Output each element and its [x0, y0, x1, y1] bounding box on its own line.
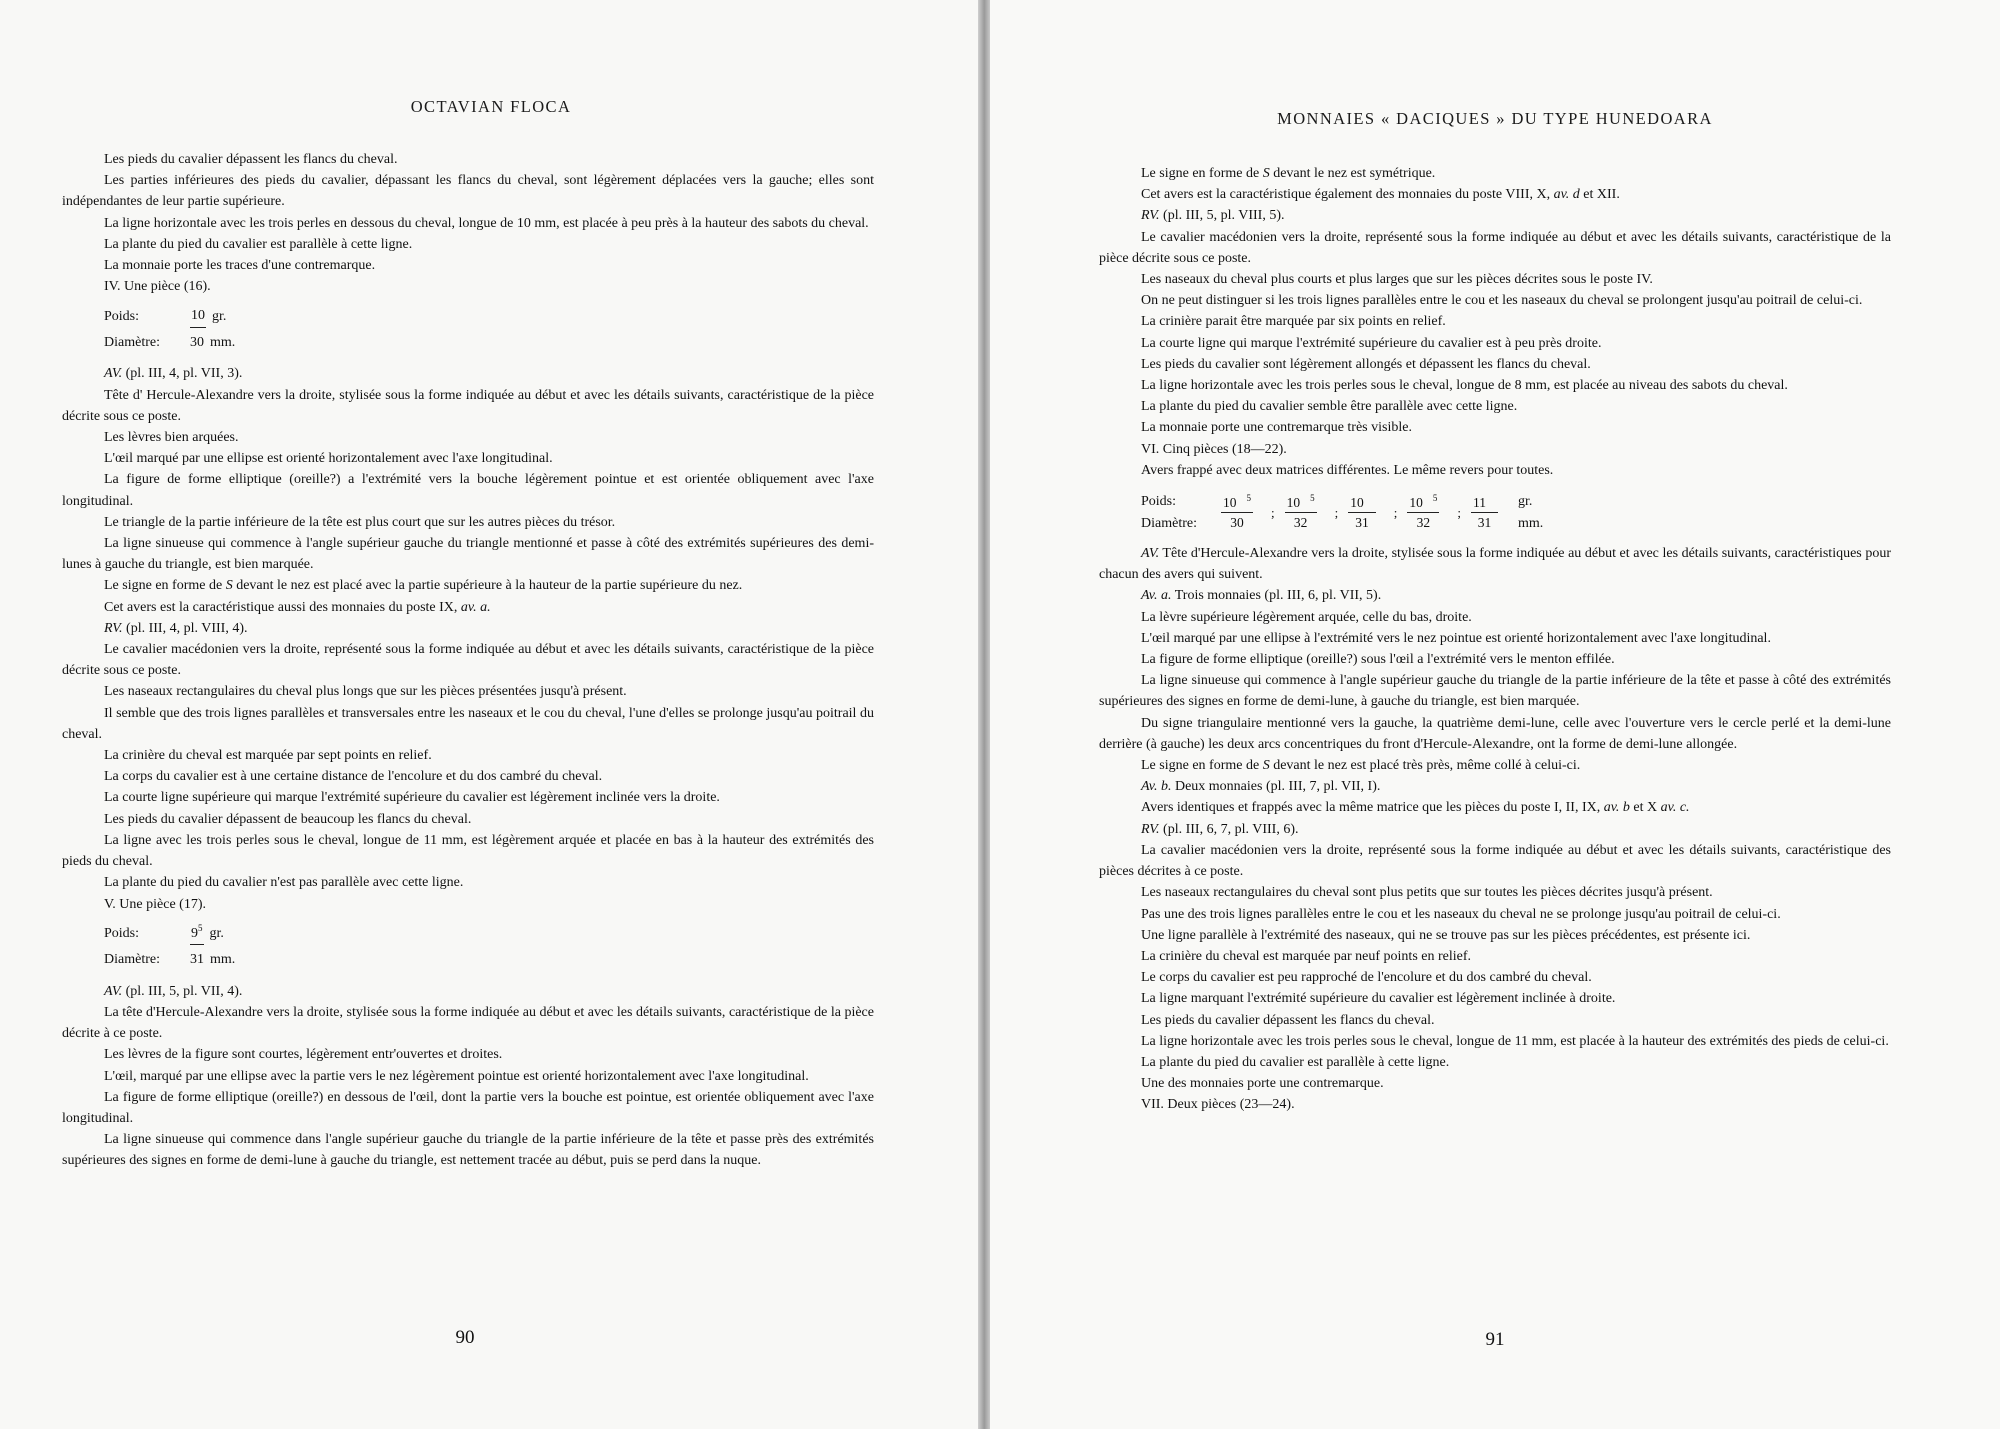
paragraph: Pas une des trois lignes parallèles entre le cou et les naseaux du cheval ne se prolonge jusqu'au poitrail de celui-ci.	[1141, 906, 1781, 922]
diameter-value: 30	[190, 334, 204, 350]
weight-unit: gr.	[212, 308, 227, 324]
weight-value: 10	[190, 305, 206, 327]
text-run: et X	[1629, 800, 1661, 816]
text-run-italic: av. c.	[1660, 800, 1690, 816]
measurements-v	[104, 921, 874, 973]
paragraph: Une ligne parallèle à l'extrémité des naseaux, qui ne se trouve pas sur les pièces précédentes, est présente ici.	[1141, 927, 1751, 943]
paragraph	[62, 575, 874, 596]
text-run-italic: av. a.	[460, 599, 491, 615]
separator: ;	[1457, 505, 1461, 521]
fraction-weight: 10	[1223, 495, 1237, 511]
weight-unit: gr.	[209, 926, 224, 942]
measurement-fraction	[1407, 495, 1449, 531]
av-label: AV.	[1141, 546, 1160, 562]
av-reference: (pl. III, 5, pl. VII, 4).	[122, 983, 243, 999]
av-a-label: Av. a.	[1141, 588, 1172, 604]
paragraph-av-heading	[62, 363, 874, 384]
av-label: AV.	[104, 366, 123, 382]
text-run-italic: S	[1262, 166, 1270, 181]
paragraph	[1099, 184, 1891, 205]
text-run-italic: S	[1262, 758, 1270, 774]
rv-label: RV.	[1141, 821, 1160, 837]
paragraph-rv-heading	[1099, 819, 1891, 840]
weight-label: Poids:	[104, 926, 140, 942]
weight-label: Poids:	[1141, 494, 1177, 510]
fraction-diameter: 30	[1230, 515, 1244, 531]
text-run: et XII.	[1579, 187, 1620, 203]
rv-reference: (pl. III, 4, pl. VIII, 4).	[122, 620, 248, 636]
paragraph: La ligne sinueuse qui commence dans l'angle supérieur gauche du triangle de la partie inférieure de la tête et passe près des extrémités supérieures des signes en forme de demi-lune à gauche du triangle, est nettement tracée au début, puis se perd dans la nuque.	[62, 1132, 874, 1169]
weight-label: Poids:	[104, 308, 140, 324]
fraction-diameter: 31	[1355, 515, 1369, 531]
paragraph: La figure de forme elliptique (oreille?) a l'extrémité vers la bouche légèrement pointue et est orientée obliquement avec l'axe longitudinal.	[62, 472, 874, 509]
text-run: Avers identiques et frappés avec la même matrice que les pièces du poste I, II, IX,	[1141, 800, 1604, 816]
rv-reference: (pl. III, 5, pl. VIII, 5).	[1159, 208, 1285, 224]
measurement-fraction	[1285, 495, 1327, 531]
weight-superscript: 5	[198, 922, 203, 933]
diameter-label: Diamètre:	[104, 334, 160, 350]
diameter-unit: mm.	[210, 952, 236, 968]
weight-value	[190, 923, 204, 945]
left-page	[0, 0, 982, 1429]
av-b-label: Av. b.	[1141, 779, 1172, 795]
paragraph: Les lèvres de la figure sont courtes, légèrement entr'ouvertes et droites.	[104, 1047, 503, 1063]
av-b-text: Deux monnaies (pl. III, 7, pl. VII, I).	[1171, 779, 1381, 795]
paragraph: La courte ligne qui marque l'extrémité supérieure du cavalier est à peu près droite.	[1141, 335, 1602, 351]
paragraph: La lèvre supérieure légèrement arquée, celle du bas, droite.	[1141, 609, 1472, 625]
paragraph: L'œil, marqué par une ellipse avec la partie vers le nez légèrement pointue est orienté horizontalement avec l'axe longitudinal.	[104, 1068, 809, 1084]
paragraph: IV. Une pièce (16).	[104, 279, 211, 295]
text-run: devant le nez est placé très près, même collé à celui-ci.	[1269, 758, 1581, 774]
left-body-text	[62, 149, 874, 1172]
rv-label: RV.	[1141, 208, 1160, 224]
paragraph: Une des monnaies porte une contremarque.	[1141, 1076, 1384, 1092]
paragraph-av-heading	[62, 981, 874, 1002]
paragraph	[1099, 797, 1891, 818]
paragraph: La monnaie porte les traces d'une contremarque.	[104, 258, 376, 274]
paragraph: Les lèvres bien arquées.	[104, 430, 239, 446]
paragraph: Les naseaux rectangulaires du cheval sont plus petits que sur toutes les pièces décrites jusqu'à présent.	[1141, 885, 1713, 901]
paragraph: La figure de forme elliptique (oreille?) sous l'œil a l'extrémité vers le menton effilée.	[1141, 652, 1615, 668]
paragraph: La crinière du cheval est marquée par sept points en relief.	[104, 748, 432, 764]
fraction-superscript: 5	[1246, 493, 1251, 504]
fraction-weight: 10	[1286, 495, 1301, 511]
fraction-diameter: 32	[1293, 515, 1308, 531]
paragraph: Le cavalier macédonien vers la droite, représenté sous la forme indiquée au début et avec les détails suivants, caractéristique de la pièce décrite sous ce poste.	[1099, 229, 1891, 266]
running-head-left: OCTAVIAN FLOCA	[410, 97, 572, 116]
weight-unit: gr.	[1518, 494, 1533, 510]
paragraph: Il semble que des trois lignes parallèles et transversales entre les naseaux et le cou du cheval, l'une d'elles se prolonge jusqu'au poitrail du cheval.	[62, 705, 874, 742]
paragraph: La crinière parait être marquée par six points en relief.	[1141, 314, 1446, 330]
measurement-fraction	[1348, 495, 1386, 531]
paragraph: La plante du pied du cavalier n'est pas parallèle avec cette ligne.	[104, 875, 464, 891]
paragraph: Les naseaux rectangulaires du cheval plus longs que sur les pièces présentées jusqu'à présent.	[104, 684, 627, 700]
separator: ;	[1271, 505, 1275, 521]
paragraph: La ligne avec les trois perles sous le cheval, longue de 11 mm, est légèrement arquée et placée en bas à la hauteur des extrémités des pieds du cheval.	[62, 832, 874, 870]
paragraph-av-heading	[1099, 543, 1891, 585]
paragraph	[62, 597, 874, 618]
paragraph: Les pieds du cavalier sont légèrement allongés et dépassent les flancs du cheval.	[1141, 356, 1591, 372]
paragraph: Les pieds du cavalier dépassent les flancs du cheval.	[1141, 1012, 1435, 1028]
paragraph: La courte ligne supérieure qui marque l'extrémité supérieure du cavalier est légèrement inclinée vers la droite.	[104, 790, 720, 806]
av-reference: (pl. III, 4, pl. VII, 3).	[122, 366, 243, 382]
paragraph: VI. Cinq pièces (18—22).	[1141, 441, 1287, 457]
text-run: Le signe en forme de	[1141, 166, 1263, 181]
paragraph: La ligne horizontale avec les trois perles sous le cheval, longue de 11 mm, est placée à la hauteur des extrémités des pieds de celui-ci.	[1141, 1033, 1889, 1049]
paragraph: La plante du pied du cavalier est parallèle à cette ligne.	[1141, 1054, 1450, 1070]
paragraph: V. Une pièce (17).	[104, 896, 206, 912]
paragraph: La ligne horizontale avec les trois perles en dessous du cheval, longue de 10 mm, est placée à peu près à la hauteur des sabots du cheval.	[104, 215, 869, 231]
separator: ;	[1393, 505, 1398, 521]
paragraph: La monnaie porte une contremarque très visible.	[1141, 420, 1412, 436]
paragraph: Du signe triangulaire mentionné vers la gauche, la quatrième demi-lune, celle avec l'ouverture vers le cercle perlé et la demi-lune derrière (à gauche) les deux arcs concentriques du front d'Hercule-Alexandre, ont la forme de demi-lune allongée.	[1099, 715, 1891, 752]
fraction-diameter: 31	[1477, 515, 1492, 531]
paragraph: La tête d'Hercule-Alexandre vers la droite, stylisée sous la forme indiquée au début et avec les détails suivants, caractéristique de la pièce décrite à ce poste.	[62, 1004, 874, 1042]
fraction-superscript: 5	[1310, 493, 1315, 504]
paragraph: L'œil marqué par une ellipse est orienté horizontalement avec l'axe longitudinal.	[104, 451, 553, 467]
av-text: Tête d'Hercule-Alexandre vers la droite, stylisée sous la forme indiquée au début et avec les détails suivants, caractéristiques pour chacun des avers qui suivent.	[1099, 546, 1891, 583]
paragraph: Tête d' Hercule-Alexandre vers la droite, stylisée sous la forme indiquée au début et avec les détails suivants, caractéristique de la pièce décrite sous ce poste.	[62, 387, 874, 424]
paragraph: La plante du pied du cavalier est parallèle à cette ligne.	[104, 236, 413, 252]
diameter-unit: mm.	[210, 334, 236, 350]
paragraph-av-a	[1099, 585, 1891, 606]
page-number-right: 91	[1485, 1329, 1505, 1350]
paragraph: La corps du cavalier est à une certaine distance de l'encolure et du dos cambré du cheval.	[104, 769, 603, 785]
paragraph: Le cavalier macédonien vers la droite, représenté sous la forme indiquée au début et avec les détails suivants, caractéristique de la pièce décrite sous ce poste.	[62, 642, 874, 679]
paragraph-av-b	[1099, 776, 1891, 797]
paragraph: Le corps du cavalier est peu rapproché de l'encolure et du dos cambré du cheval.	[1141, 970, 1592, 986]
rv-label: RV.	[104, 620, 123, 636]
diameter-value: 31	[190, 952, 204, 968]
right-body-text	[1099, 163, 1891, 1116]
paragraph: Les pieds du cavalier dépassent de beaucoup les flancs du cheval.	[104, 811, 472, 827]
paragraph-rv-heading	[1099, 205, 1891, 226]
paragraph: La ligne marquant l'extrémité supérieure du cavalier est légèrement inclinée à droite.	[1141, 991, 1616, 1007]
fraction-weight: 10	[1350, 495, 1364, 511]
text-run-italic: av. d	[1553, 187, 1580, 203]
paragraph: VII. Deux pièces (23—24).	[1141, 1097, 1295, 1113]
diameter-unit: mm.	[1518, 516, 1544, 532]
measurements-vi	[1141, 491, 1891, 535]
paragraph	[1099, 163, 1891, 184]
paragraph: Les naseaux du cheval plus courts et plus larges que sur les pièces décrites sous le poste IV.	[1141, 272, 1653, 288]
av-a-text: Trois monnaies (pl. III, 6, pl. VII, 5).	[1171, 588, 1382, 604]
rv-reference: (pl. III, 6, 7, pl. VIII, 6).	[1159, 821, 1299, 837]
paragraph: La plante du pied du cavalier semble être parallèle avec cette ligne.	[1141, 399, 1518, 415]
fraction-weight: 11	[1473, 495, 1486, 511]
paragraph: La cavalier macédonien vers la droite, représenté sous la forme indiquée au début et avec les détails suivants, caractéristique des pièces décrites à ce poste.	[1099, 842, 1891, 880]
paragraph: On ne peut distinguer si les trois lignes parallèles entre le cou et les naseaux du cheval se prolongent jusqu'au poitrail de celui-ci.	[1141, 293, 1863, 309]
weight-base: 9	[191, 925, 198, 941]
fraction-diameter: 32	[1416, 515, 1431, 531]
measurement-fraction	[1471, 495, 1508, 531]
measurement-fraction	[1221, 495, 1263, 531]
paragraph: La ligne horizontale avec les trois perles sous le cheval, longue de 8 mm, est placée au niveau des sabots du cheval.	[1141, 378, 1788, 394]
text-run-italic: S	[225, 578, 233, 594]
text-run: devant le nez est placé avec la partie supérieure à la hauteur de la partie supérieure du nez.	[232, 578, 743, 594]
paragraph: La ligne sinueuse qui commence à l'angle supérieur gauche du triangle mentionné et passe à côté des extrémités supérieures des demi-lunes à gauche du triangle, est bien marquée.	[62, 536, 874, 573]
text-run: Le signe en forme de	[104, 578, 226, 594]
diameter-label: Diamètre:	[104, 952, 160, 968]
paragraph: Avers frappé avec deux matrices différentes. Le même revers pour toutes.	[1141, 462, 1554, 478]
text-run: Cet avers est la caractéristique également des monnaies du poste VIII, X,	[1141, 187, 1554, 203]
text-run-italic: av. b	[1603, 800, 1630, 816]
page-number-left: 90	[455, 1327, 475, 1348]
text-run: Cet avers est la caractéristique aussi des monnaies du poste IX,	[104, 599, 461, 615]
paragraph: La ligne sinueuse qui commence à l'angle supérieur gauche du triangle de la partie inférieure de la tête et passe à côté des extrémités supérieures des signes en forme de demi-lune, à gauche du triangle, est bien marquée.	[1099, 673, 1891, 710]
paragraph: Le triangle de la partie inférieure de la tête est plus court que sur les autres pièces du trésor.	[104, 514, 616, 530]
paragraph: L'œil marqué par une ellipse à l'extrémité vers le nez pointue est orienté horizontalement avec l'axe longitudinal.	[1141, 630, 1771, 646]
paragraph: Les pieds du cavalier dépassent les flancs du cheval.	[104, 152, 398, 167]
running-head-right: MONNAIES « DACIQUES » DU TYPE HUNEDOARA	[1277, 109, 1713, 128]
fraction-superscript: 5	[1432, 493, 1438, 504]
av-label: AV.	[104, 983, 123, 999]
text-run: Le signe en forme de	[1141, 758, 1263, 774]
diameter-label: Diamètre:	[1141, 516, 1197, 532]
paragraph	[1099, 755, 1891, 776]
separator: ;	[1334, 505, 1339, 521]
paragraph: La crinière du cheval est marquée par neuf points en relief.	[1141, 948, 1472, 964]
paragraph: Les parties inférieures des pieds du cavalier, dépassant les flancs du cheval, sont légèrement déplacées vers la gauche; elles sont indépendantes de leur partie supérieure.	[62, 173, 874, 210]
fraction-weight: 10	[1409, 495, 1423, 511]
text-run: devant le nez est symétrique.	[1269, 166, 1436, 181]
paragraph-rv-heading	[62, 618, 874, 639]
paragraph: La figure de forme elliptique (oreille?) en dessous de l'œil, dont la partie vers la bouche est pointue, est orientée obliquement avec l'axe longitudinal.	[62, 1089, 874, 1126]
measurements-iv	[104, 303, 874, 355]
right-page	[990, 0, 2000, 1429]
